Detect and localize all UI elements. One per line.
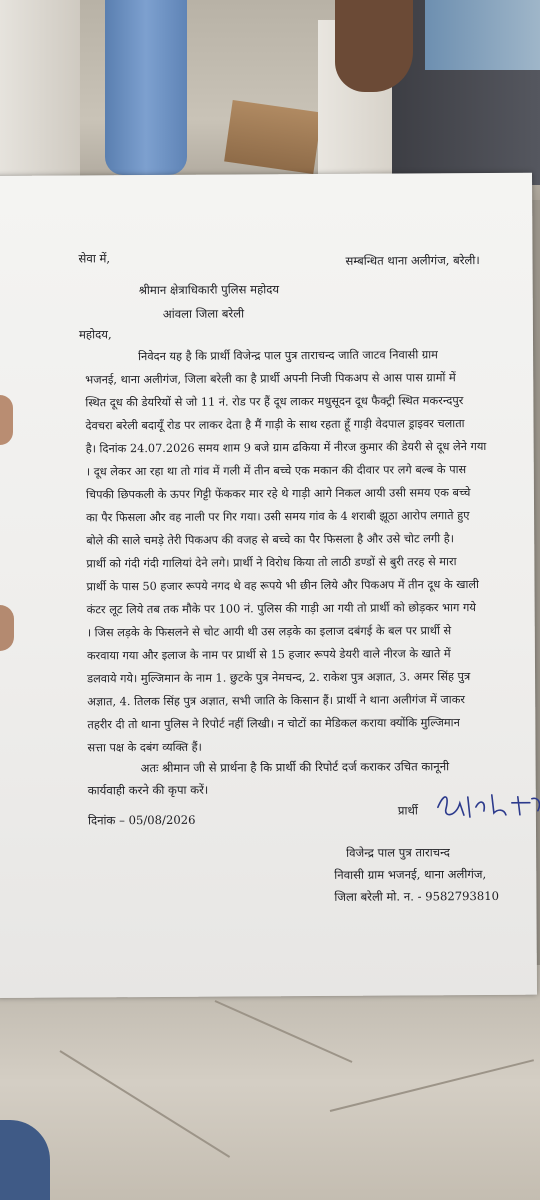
recipient-line-2: आंवला जिला बरेली xyxy=(162,306,245,321)
body-line: है। दिनांक 24.07.2026 समय शाम 9 बजे ग्राम ढकिया में नीरज कुमार की डेयरी से दूध लेने गया xyxy=(85,439,487,456)
body-line: बोले की साले चमड़े तेरी पिकअप की वजह से बच्चे का पैर फिसला है और उसे चोट लगी है। xyxy=(86,532,455,548)
request-line-2: कार्यवाही करने की कृपा करें। xyxy=(87,782,209,798)
body-line: तहरीर दी तो थाना पुलिस ने रिपोर्ट नहीं लिखी। न चोटों का मेडिकल कराया क्योंकि मुल्जिमान xyxy=(87,716,460,732)
holding-thumb xyxy=(0,395,13,445)
body-line: स्थित दूध की डेयरियों से जो 11 नं. रोड पर हैं दूध लाकर मधुसूदन दूध फैक्ट्री स्थित मकरन्दपुर xyxy=(85,394,464,410)
request-line-1: अतः श्रीमान जी से प्रार्थना है कि प्रार्थी की रिपोर्ट दर्ज कराकर उचित कानूनी xyxy=(140,759,450,776)
body-line: सत्ता पक्ष के दबंग व्यक्ति हैं। xyxy=(87,740,202,755)
applicant-label: प्रार्थी xyxy=(397,803,418,818)
recipient-line-1: श्रीमान क्षेत्राधिकारी पुलिस महोदय xyxy=(138,282,280,298)
body-line: प्रार्थी को गंदी गंदी गालियां देने लगे। प्रार्थी ने विरोध किया तो लाठी डण्डों से बुरी तरह से मारा xyxy=(86,555,457,571)
person-sleeve xyxy=(425,0,540,70)
greeting: महोदय, xyxy=(78,327,112,342)
letter-date: दिनांक – 05/08/2026 xyxy=(87,812,196,828)
salutation-to: सेवा में, xyxy=(78,251,111,266)
body-line: कंटर लूट लिये तब तक मौके पर 100 नं. पुलिस की गाड़ी आ गयी तो प्रार्थी को छोड़कर भाग गये xyxy=(86,601,476,617)
body-line: देवचरा बरेली बदायूँ रोड पर लाकर देता है मैं गाड़ी के साथ रहता हूँ गाड़ी वेदपाल ड्राइवर चलाता xyxy=(85,417,465,433)
body-line: निवेदन यह है कि प्रार्थी विजेन्द्र पाल पुत्र ताराचन्द जाति जाटव निवासी ग्राम xyxy=(138,348,438,364)
person-leg-jeans xyxy=(105,0,187,175)
holding-finger xyxy=(0,605,14,651)
body-line: । दूध लेकर आ रहा था तो गांव में गली में तीन बच्चे एक मकान की दीवार पर लगे बल्ब के पास xyxy=(85,463,467,479)
applicant-signature xyxy=(434,789,540,824)
sender-address: निवासी ग्राम भजनई, थाना अलीगंज, xyxy=(334,866,487,882)
signature-scribble xyxy=(434,789,540,824)
body-line: करवाया गया और इलाज के नाम पर प्रार्थी से 15 हजार रूपये डेयरी वाले नीरज के खाते में xyxy=(86,647,451,663)
floor-tiles xyxy=(0,965,540,1200)
sender-name: विजेन्द्र पाल पुत्र ताराचन्द xyxy=(346,845,450,860)
body-line: का पैर फिसला और वह नाली पर गिर गया। उसी समय गांव के 4 शराबी झूठा आरोप लगाते हुए xyxy=(86,509,470,525)
wall-left xyxy=(0,0,80,190)
cardboard-box xyxy=(224,100,322,174)
body-line: प्रार्थी के पास 50 हजार रूपये नगद थे वह रूपये भी छीन लिये और पिकअप में तीन दूध के खाली xyxy=(86,578,479,594)
complaint-letter xyxy=(0,173,537,998)
body-line: चिपकी छिपकली के ऊपर गिट्टी फेंककर मार रहे थे गाड़ी आगे निकल आयी उसी समय एक बच्चे xyxy=(85,486,471,502)
person-hand xyxy=(335,0,413,92)
body-line: अज्ञात, 4. तिलक सिंह पुत्र अज्ञात, सभी जाति के किसान हैं। प्रार्थी ने थाना अलीगंज में जाकर xyxy=(87,693,466,709)
sender-contact: जिला बरेली मो. न. - 9582793810 xyxy=(334,888,499,904)
body-line: भजनई, थाना अलीगंज, जिला बरेली का है प्रार्थी अपनी निजी पिकअप से आस पास ग्रामों में xyxy=(85,371,456,387)
body-line: । जिस लड़के के फिसलने से चोट आयी थी उस लड़के का इलाज दबंगई के बल पर प्रार्थी से xyxy=(86,624,452,640)
body-line: डलवाये गये। मुल्जिमान के नाम 1. छुटके पुत्र नेमचन्द, 2. राकेश पुत्र अज्ञात, 3. अमर सिंह पुत्र xyxy=(87,670,471,686)
addressed-station: सम्बन्धित थाना अलीगंज, बरेली। xyxy=(345,253,480,268)
